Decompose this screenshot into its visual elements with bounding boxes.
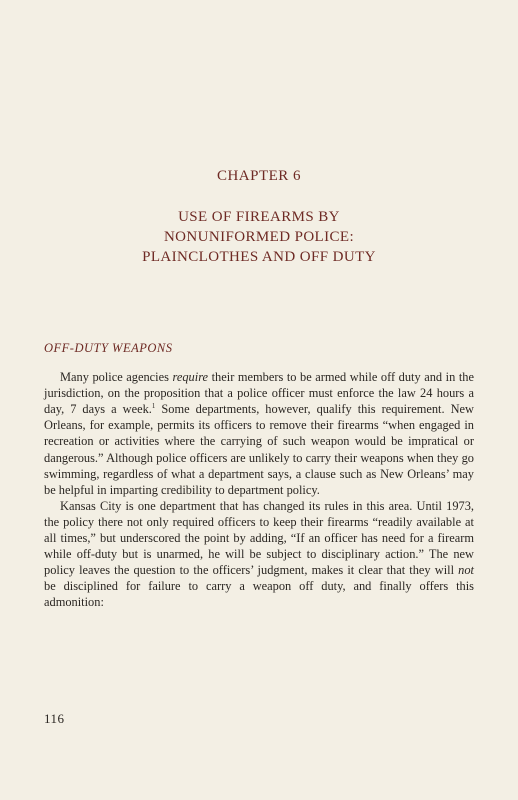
chapter-title-line-2: NONUNIFORMED POLICE: xyxy=(163,229,355,245)
paragraph-1-text-a: Many police agencies xyxy=(60,370,173,385)
paragraph-1-emphasis: require xyxy=(172,370,209,385)
paragraph-2 xyxy=(44,498,474,611)
section-heading: OFF-DUTY WEAPONS xyxy=(44,341,173,355)
page-number: 116 xyxy=(44,711,65,726)
body-text xyxy=(44,340,474,611)
chapter-label: CHAPTER 6 xyxy=(216,168,302,184)
chapter-heading xyxy=(0,168,518,267)
paragraph-2-emphasis: not xyxy=(458,563,474,578)
paragraph-2-text-c: be disciplined for failure to carry a weapon off duty, and finally offers this admonition: xyxy=(44,579,474,610)
paragraph-1-text-d: Some departments, however, qualify this requirement. New Orleans, for example, permits its officers to remove their firearms “when engaged in recreation or activities where the carrying of such weapon would be impratical or dangerous.” Although police officers are unlikely to carry their weapons when they go swimming, regardless of what a department says, a clause such as New Orleans’ may be helpful in imparting credibility to department policy. xyxy=(44,402,474,497)
paragraph-1 xyxy=(44,369,474,498)
chapter-title-line-3: PLAINCLOTHES AND OFF DUTY xyxy=(142,249,376,265)
paragraph-2-text-a: Kansas City is one department that has changed its rules in this area. Until 1973, the policy there not only required officers to keep their firearms “readily available at all times,” but underscored the point by adding, “If an officer has need for a firearm while off-duty but is unarmed, he will be subject to disciplinary action.” The new policy leaves the question to the officers’ judgment, makes it clear that they will xyxy=(44,498,474,578)
chapter-title-line-1: USE OF FIREARMS BY xyxy=(178,209,340,225)
footnote-reference: 1 xyxy=(151,402,156,411)
paragraph-1-text-c: their members to be armed while off duty and in the jurisdiction, on the proposition that a police officer must enforce the law 24 hours a day, 7 days a week. xyxy=(44,370,474,417)
